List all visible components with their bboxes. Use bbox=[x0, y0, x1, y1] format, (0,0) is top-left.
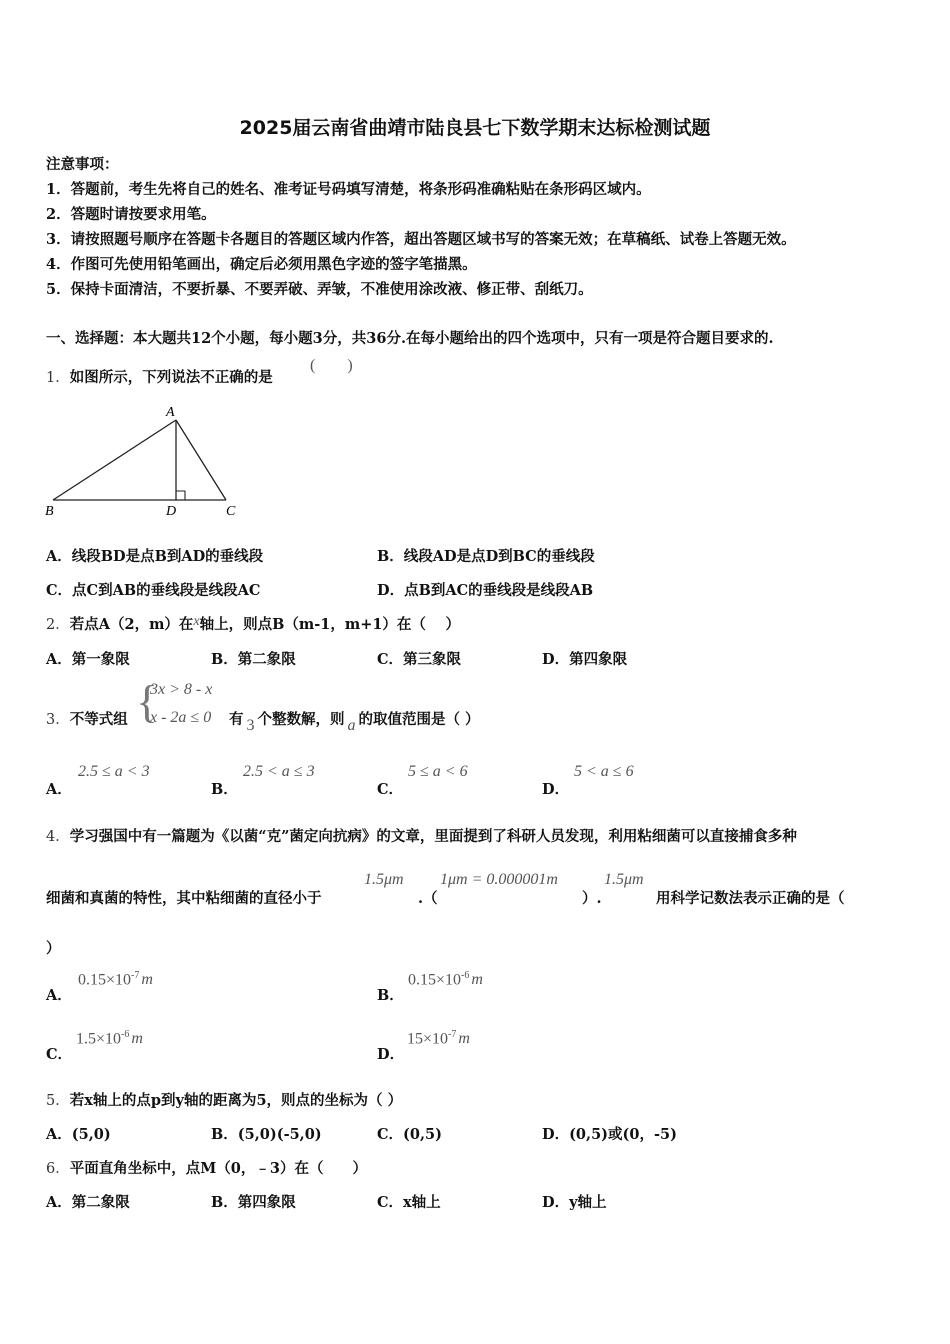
question-number: 3． bbox=[46, 712, 70, 728]
question-text: 如图所示，下列说法不正确的是 bbox=[69, 369, 273, 386]
variable-a: a bbox=[347, 717, 356, 734]
option-letter: A． bbox=[46, 987, 72, 1004]
q6-option-d[interactable]: D．y轴上 bbox=[542, 1194, 607, 1211]
q4-option-a[interactable] bbox=[46, 984, 72, 1005]
q4-option-d-math bbox=[407, 1029, 470, 1048]
sci-exponent: -7 bbox=[131, 970, 140, 981]
inequality-2: x - 2a ≤ 0 bbox=[150, 709, 212, 726]
q6-option-c[interactable]: C．x轴上 bbox=[377, 1194, 441, 1211]
question-text-cont: 轴上，则点B（m-1，m+1）在（ ） bbox=[199, 616, 460, 633]
label-a: A bbox=[166, 405, 175, 420]
q4-option-b-math bbox=[408, 970, 483, 989]
question-text: 学习强国中有一篇题为《以菌“克”菌定向抗病》的文章，里面提到了科研人员发现，利用粘细菌可以直接捕食多种 bbox=[69, 828, 797, 845]
question-3-lead bbox=[46, 708, 128, 729]
question-text: 若点A（2，m）在 bbox=[69, 616, 194, 633]
notice-item-4: 4．作图可先使用铅笔画出，确定后必须用黑色字迹的签字笔描黑。 bbox=[46, 256, 477, 273]
segment-ab bbox=[53, 420, 176, 500]
label-d: D bbox=[166, 504, 177, 519]
notice-item-3: 3．请按照题号顺序在答题卡各题目的答题区域内作答，超出答题区域书写的答案无效；在草稿纸、试卷上答题无效。 bbox=[46, 231, 796, 248]
label-b: B bbox=[45, 504, 54, 519]
q2-option-c[interactable]: C．第三象限 bbox=[377, 651, 462, 668]
q3-option-a-math: 2.5 ≤ a < 3 bbox=[78, 763, 150, 780]
q4-math-diameter: 1.5μm bbox=[364, 871, 404, 888]
unit: m bbox=[471, 971, 483, 989]
q4-math-conversion: 1μm = 0.000001m bbox=[440, 871, 558, 888]
q1-option-b[interactable]: B．线段AD是点D到BC的垂线段 bbox=[377, 548, 595, 565]
option-letter: D． bbox=[542, 781, 570, 798]
question-text: 有 bbox=[229, 711, 244, 728]
question-text-end: 的取值范围是（ ） bbox=[358, 711, 480, 728]
q4-option-a-math bbox=[78, 970, 153, 989]
q4-option-d[interactable] bbox=[377, 1043, 404, 1064]
label-c: C bbox=[226, 504, 236, 519]
question-4-line3: ） bbox=[46, 940, 61, 957]
sci-base: 15×10 bbox=[407, 1030, 449, 1048]
q2-option-d[interactable]: D．第四象限 bbox=[542, 651, 628, 668]
q2-option-b[interactable]: B．第二象限 bbox=[211, 651, 296, 668]
option-letter: B． bbox=[211, 781, 238, 798]
q3-option-d[interactable] bbox=[542, 778, 569, 799]
q3-option-c-math: 5 ≤ a < 6 bbox=[408, 763, 468, 780]
inequality-1: 3x > 8 - x bbox=[150, 681, 213, 698]
option-letter: C． bbox=[46, 1046, 73, 1063]
q1-option-d[interactable]: D．点B到AC的垂线段是线段AB bbox=[377, 582, 594, 599]
question-number: 1． bbox=[46, 370, 70, 386]
question-6 bbox=[46, 1157, 367, 1178]
option-letter: D． bbox=[377, 1046, 405, 1063]
option-letter: A． bbox=[46, 781, 72, 798]
question-1 bbox=[46, 366, 273, 387]
q3-option-c[interactable] bbox=[377, 778, 403, 799]
question-4-line1 bbox=[46, 825, 797, 846]
question-4-line2b: .（ bbox=[418, 890, 438, 907]
notice-item-2: 2．答题时请按要求用笔。 bbox=[46, 206, 216, 223]
q5-option-a[interactable]: A．(5,0) bbox=[46, 1126, 111, 1143]
question-number: 5． bbox=[46, 1093, 70, 1109]
q3-option-a[interactable] bbox=[46, 778, 72, 799]
answer-paren: ( ) bbox=[310, 357, 353, 374]
sci-base: 0.15×10 bbox=[408, 971, 462, 989]
question-text: 若x轴上的点p到y轴的距离为5，则点的坐标为（ ） bbox=[69, 1092, 403, 1109]
q5-option-d[interactable]: D．(0,5)或(0，-5) bbox=[542, 1126, 677, 1143]
segment-ac bbox=[176, 420, 226, 500]
q6-option-a[interactable]: A．第二象限 bbox=[46, 1194, 130, 1211]
unit: m bbox=[458, 1030, 470, 1048]
question-text: 平面直角坐标中，点M（0，﹣3）在（ ） bbox=[69, 1160, 367, 1177]
option-letter: B． bbox=[377, 987, 404, 1004]
notice-heading: 注意事项： bbox=[46, 156, 119, 173]
option-letter: C． bbox=[377, 781, 404, 798]
q2-option-a[interactable]: A．第一象限 bbox=[46, 651, 130, 668]
sci-base: 1.5×10 bbox=[76, 1030, 122, 1048]
q1-option-c[interactable]: C．点C到AB的垂线段是线段AC bbox=[46, 582, 261, 599]
question-text-cont: 个整数解，则 bbox=[257, 711, 345, 728]
q4-option-b[interactable] bbox=[377, 984, 404, 1005]
q4-option-c-math bbox=[76, 1029, 143, 1048]
question-number: 2． bbox=[46, 617, 70, 633]
sci-exponent: -7 bbox=[448, 1029, 457, 1040]
question-number: 6． bbox=[46, 1161, 70, 1177]
question-4-line2c: ）. bbox=[582, 890, 602, 907]
unit: m bbox=[131, 1030, 143, 1048]
unit: m bbox=[141, 971, 153, 989]
sci-exponent: -6 bbox=[121, 1029, 130, 1040]
q1-option-a[interactable]: A．线段BD是点B到AD的垂线段 bbox=[46, 548, 264, 565]
integer-count: 3 bbox=[246, 717, 255, 734]
q4-math-diameter-2: 1.5μm bbox=[604, 871, 644, 888]
page-title: 2025届云南省曲靖市陆良县七下数学期末达标检测试题 bbox=[239, 117, 711, 139]
question-3-tail bbox=[229, 708, 480, 734]
question-4-line2d: 用科学记数法表示正确的是（ bbox=[656, 890, 845, 907]
q3-option-d-math: 5 < a ≤ 6 bbox=[574, 763, 634, 780]
q5-option-c[interactable]: C．(0,5) bbox=[377, 1126, 442, 1143]
notice-item-1: 1．答题前，考生先将自己的姓名、准考证号码填写清楚，将条形码准确粘贴在条形码区域内。 bbox=[46, 181, 651, 198]
question-4-line2a: 细菌和真菌的特性，其中粘细菌的直径小于 bbox=[46, 890, 322, 907]
right-angle-mark bbox=[176, 491, 185, 500]
sci-base: 0.15×10 bbox=[78, 971, 132, 989]
variable-x: x bbox=[193, 614, 200, 629]
q6-option-b[interactable]: B．第四象限 bbox=[211, 1194, 296, 1211]
question-number: 4． bbox=[46, 829, 70, 845]
triangle-figure bbox=[40, 398, 250, 523]
notice-item-5: 5．保持卡面清洁，不要折暴、不要弄破、弄皱，不准使用涂改液、修正带、刮纸刀。 bbox=[46, 281, 593, 298]
question-text: 不等式组 bbox=[69, 711, 128, 728]
q3-option-b-math: 2.5 < a ≤ 3 bbox=[243, 763, 315, 780]
question-2 bbox=[46, 613, 460, 634]
system-brace: { bbox=[136, 676, 159, 727]
q4-option-c[interactable] bbox=[46, 1043, 72, 1064]
q3-option-b[interactable] bbox=[211, 778, 238, 799]
question-5 bbox=[46, 1089, 402, 1110]
q5-option-b[interactable]: B．(5,0)(-5,0) bbox=[211, 1126, 322, 1143]
section-heading: 一、选择题：本大题共12个小题，每小题3分，共36分.在每小题给出的四个选项中，只有一项是符合题目要求的. bbox=[46, 330, 774, 347]
sci-exponent: -6 bbox=[461, 970, 470, 981]
